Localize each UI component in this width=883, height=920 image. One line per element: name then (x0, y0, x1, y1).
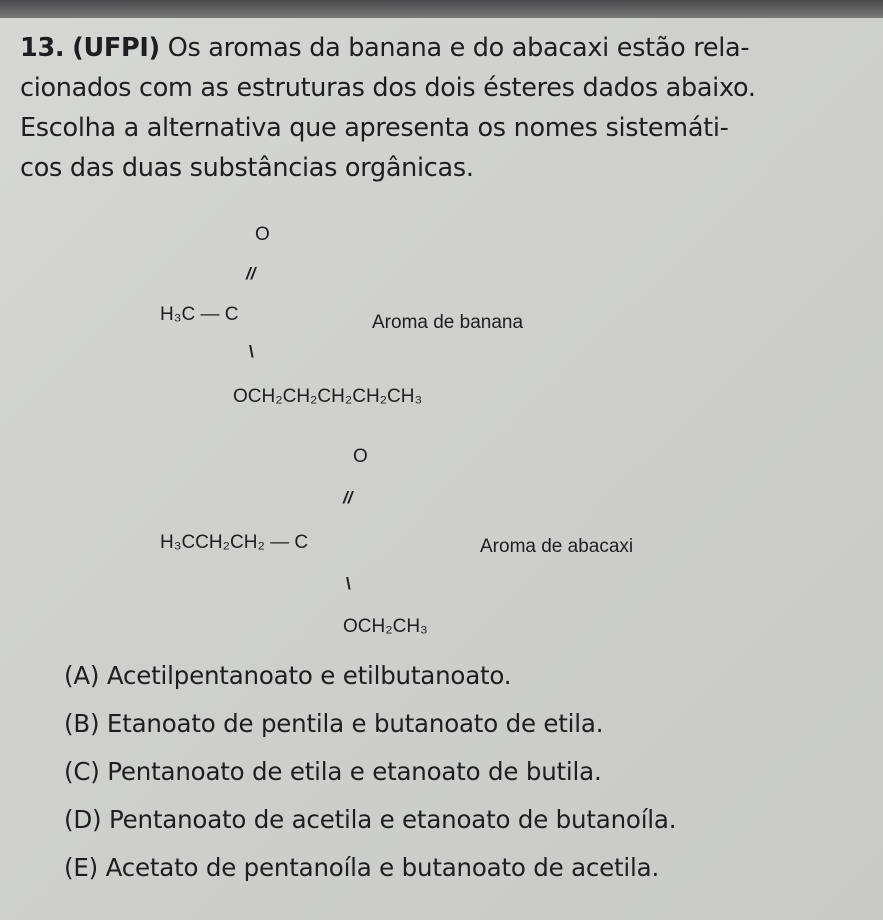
abacaxi-aroma-label: Aroma de abacaxi (480, 536, 634, 557)
banana-single-bond: \ (249, 342, 254, 361)
option-d[interactable]: (D) Pentanoato de acetila e etanoato de butanoíla. (64, 805, 677, 834)
option-a[interactable]: (A) Acetilpentanoato e etilbutanoato. (64, 661, 512, 690)
answer-options (64, 656, 864, 896)
option-e[interactable]: (E) Acetato de pentanoíla e butanoato de acetila. (64, 853, 660, 882)
question-number: 13. (20, 33, 65, 63)
banana-double-bond: // (246, 264, 256, 283)
abacaxi-double-bond: // (343, 488, 353, 507)
abacaxi-single-bond: \ (346, 574, 351, 593)
banana-alkoxy-group: OCH₂CH₂CH₂CH₂CH₃ (233, 386, 423, 407)
top-edge-bar (0, 0, 883, 18)
option-c[interactable]: (C) Pentanoato de etila e etanoato de butila. (64, 757, 602, 786)
question-line-4: cos das duas substâncias orgânicas. (20, 153, 474, 183)
question-line-1 (20, 28, 880, 68)
question-text (20, 28, 880, 188)
question-line-1-text: Os aromas da banana e do abacaxi estão rela- (167, 33, 750, 63)
abacaxi-acyl-group: H₃CCH₂CH₂ — C (160, 532, 309, 553)
abacaxi-carbonyl-oxygen: O (353, 446, 368, 467)
banana-aroma-label: Aroma de banana (372, 312, 524, 333)
question-line-2: cionados com as estruturas dos dois ésteres dados abaixo. (20, 73, 756, 103)
option-b[interactable]: (B) Etanoato de pentila e butanoato de etila. (64, 709, 604, 738)
banana-carbonyl-oxygen: O (255, 224, 270, 245)
question-line-3: Escolha a alternativa que apresenta os nomes sistemáti- (20, 113, 729, 143)
banana-acyl-group: H₃C — C (160, 304, 239, 325)
question-source: (UFPI) (72, 33, 160, 63)
abacaxi-alkoxy-group: OCH₂CH₃ (343, 616, 428, 637)
